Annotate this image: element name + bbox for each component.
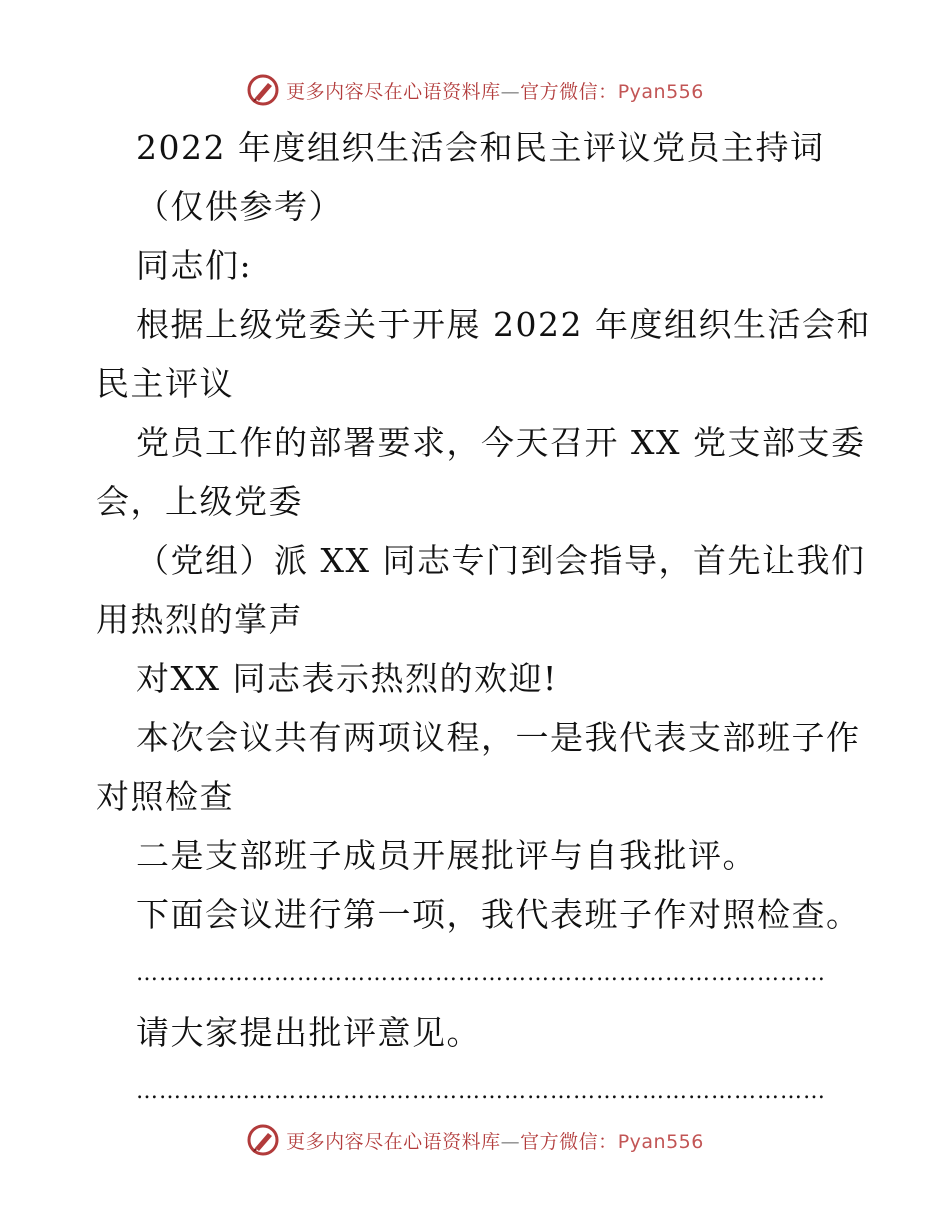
paragraph-line: 对照检查 — [96, 777, 234, 816]
ellipsis-line: ……………………………………………………………………………… — [136, 961, 826, 986]
pen-logo-icon — [246, 73, 280, 107]
paragraph-line: 二是支部班子成员开展批评与自我批评。 — [136, 836, 757, 875]
ellipsis-line: ……………………………………………………………………………… — [136, 1079, 826, 1104]
banner-text — [286, 77, 704, 104]
paragraph-line: 会，上级党委 — [96, 482, 303, 521]
paragraph-line: 根据上级党委关于开展 2022 年度组织生活会和 — [136, 305, 871, 344]
banner-wechat-label: 官方微信： — [520, 80, 618, 103]
paragraph-line: 党员工作的部署要求，今天召开 XX 党支部支委 — [136, 423, 866, 462]
paragraph-line: 下面会议进行第一项，我代表班子作对照检查。 — [136, 895, 861, 934]
paragraph-line: 本次会议共有两项议程，一是我代表支部班子作 — [136, 718, 861, 757]
banner-text — [286, 1127, 704, 1154]
salutation: 同志们: — [136, 246, 253, 285]
pen-logo-icon — [246, 1123, 280, 1157]
banner-wechat-id: Pyan556 — [617, 80, 704, 103]
paragraph-line: （党组）派 XX 同志专门到会指导，首先让我们 — [136, 541, 866, 580]
document-body — [96, 118, 871, 1121]
banner-brand-text: 更多内容尽在心语资料库 — [286, 1130, 501, 1153]
banner-brand-text: 更多内容尽在心语资料库 — [286, 80, 501, 103]
banner-wechat-label: 官方微信： — [520, 1130, 618, 1153]
banner-separator: — — [500, 1130, 521, 1153]
paragraph-line: 民主评议 — [96, 364, 234, 403]
paragraph-line: 用热烈的掌声 — [96, 600, 303, 639]
paragraph-line: 对XX 同志表示热烈的欢迎! — [136, 659, 558, 698]
footer-watermark-banner — [0, 1120, 950, 1160]
banner-separator: — — [500, 80, 521, 103]
banner-wechat-id: Pyan556 — [617, 1130, 704, 1153]
document-title: 2022 年度组织生活会和民主评议党员主持词 — [136, 128, 825, 167]
paragraph-line: 请大家提出批评意见。 — [136, 1013, 481, 1052]
document-subtitle: （仅供参考） — [136, 187, 343, 226]
header-watermark-banner — [0, 70, 950, 110]
